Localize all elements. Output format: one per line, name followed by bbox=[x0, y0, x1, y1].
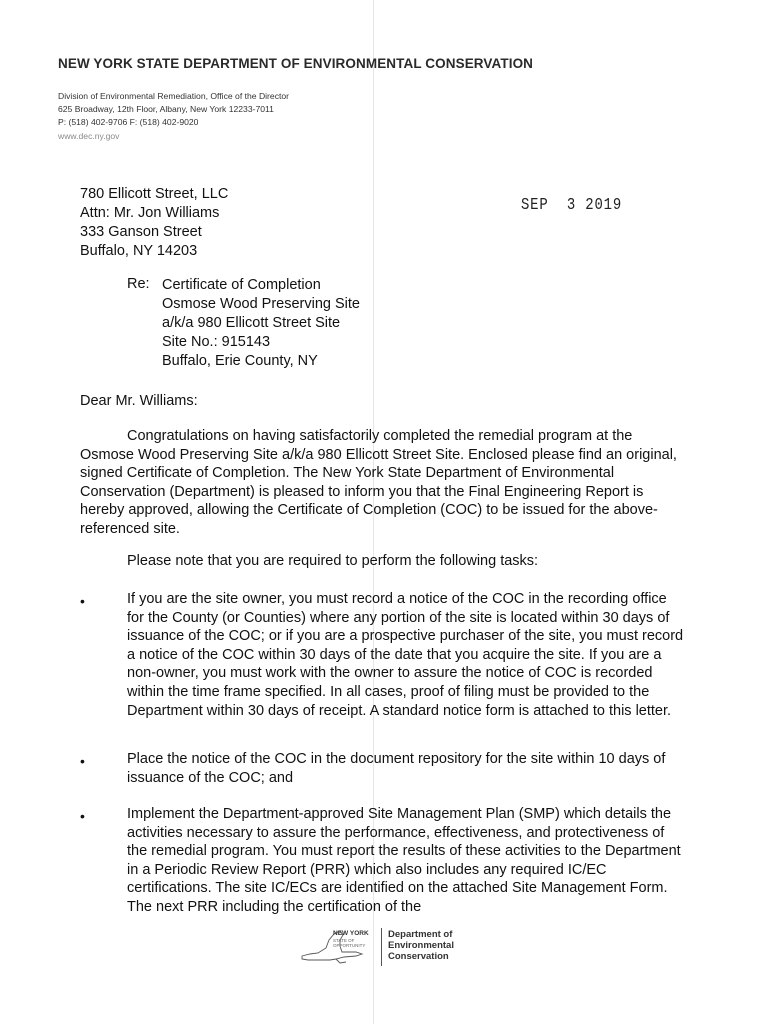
paragraph-text: Congratulations on having satisfactorily completed the remedial program at the Osmose Wood Preserving Site a/k/a 980 Ellicott Street Site. Enclosed please find an original, signed Certificate of Completion. The New York State Department of Environmental Conservation (Department) is pleased to inform you that the Final Engineering Report is hereby approved, allowing the Certificate of Completion (COC) to be issued for the above-referenced site. bbox=[80, 428, 677, 537]
bullet-item-1: If you are the site owner, you must record a notice of the COC in the recording office for the County (or Counties) where any portion of the site is located within 30 days of issuance of the COC; or if you are a prospective purchaser of the site, you must record a notice of the COC within 30 days of the date that you acquire the site. If you are a non-owner, you must work with the owner to assure the notice of COC is recorded within the time frame specified. In all cases, proof of filing must be provided to the Department within 30 days of receipt. A standard notice form is attached to this letter. bbox=[127, 591, 684, 719]
body-paragraph-2 bbox=[80, 552, 680, 571]
bullet-marker: • bbox=[80, 593, 85, 609]
recipient-line: 780 Ellicott Street, LLC bbox=[80, 186, 229, 202]
re-line: a/k/a 980 Ellicott Street Site bbox=[162, 315, 341, 331]
recipient-line: 333 Ganson Street bbox=[80, 224, 202, 240]
re-line: Certificate of Completion bbox=[162, 277, 321, 293]
re-line: Site No.: 915143 bbox=[162, 334, 271, 350]
paragraph-text: Please note that you are required to perform the following tasks: bbox=[127, 553, 539, 569]
re-label: Re: bbox=[127, 276, 150, 292]
body-paragraph-1 bbox=[80, 427, 680, 539]
ny-logo-sub-line: STATE OF bbox=[333, 938, 355, 943]
re-line: Buffalo, Erie County, NY bbox=[162, 353, 318, 369]
date-stamp: SEP 3 2019 bbox=[521, 196, 623, 215]
agency-website: www.dec.ny.gov bbox=[58, 131, 120, 141]
bullet-item-2: Place the notice of the COC in the document repository for the site within 10 days of issuance of the COC; and bbox=[127, 751, 666, 786]
agency-name: NEW YORK STATE DEPARTMENT OF ENVIRONMENTAL CONSERVATION bbox=[58, 56, 534, 71]
agency-address: 625 Broadway, 12th Floor, Albany, New York 12233-7011 bbox=[58, 104, 274, 114]
agency-phone-fax: P: (518) 402-9706 F: (518) 402-9020 bbox=[58, 117, 199, 127]
ny-logo-sub bbox=[333, 938, 365, 948]
recipient-line: Attn: Mr. Jon Williams bbox=[80, 205, 220, 221]
recipient-address bbox=[80, 185, 228, 261]
footer-dept-line: Conservation bbox=[388, 951, 449, 962]
footer-divider bbox=[381, 928, 382, 966]
bullet-marker: • bbox=[80, 753, 85, 769]
salutation: Dear Mr. Williams: bbox=[80, 393, 198, 409]
recipient-line: Buffalo, NY 14203 bbox=[80, 243, 198, 259]
footer-dept-line: Department of bbox=[388, 929, 453, 940]
footer-department bbox=[388, 929, 454, 962]
ny-logo-sub-line: OPPORTUNITY bbox=[333, 943, 366, 948]
footer-dept-line: Environmental bbox=[388, 940, 454, 951]
division-line: Division of Environmental Remediation, Office of the Director bbox=[58, 91, 290, 101]
re-line: Osmose Wood Preserving Site bbox=[162, 296, 360, 312]
ny-logo-text: NEW YORK bbox=[333, 930, 369, 937]
bullet-item-3: Implement the Department-approved Site Management Plan (SMP) which details the activities necessary to assure the performance, effectiveness, and protectiveness of the remedial program. You must report the results of these activities to the Department in a Periodic Review Report (PRR) which also includes any required IC/EC certifications. The site IC/ECs are identified on the attached Site Management Form. The next PRR including the certification of the bbox=[127, 806, 681, 915]
bullet-marker: • bbox=[80, 808, 85, 824]
re-lines bbox=[162, 276, 360, 371]
